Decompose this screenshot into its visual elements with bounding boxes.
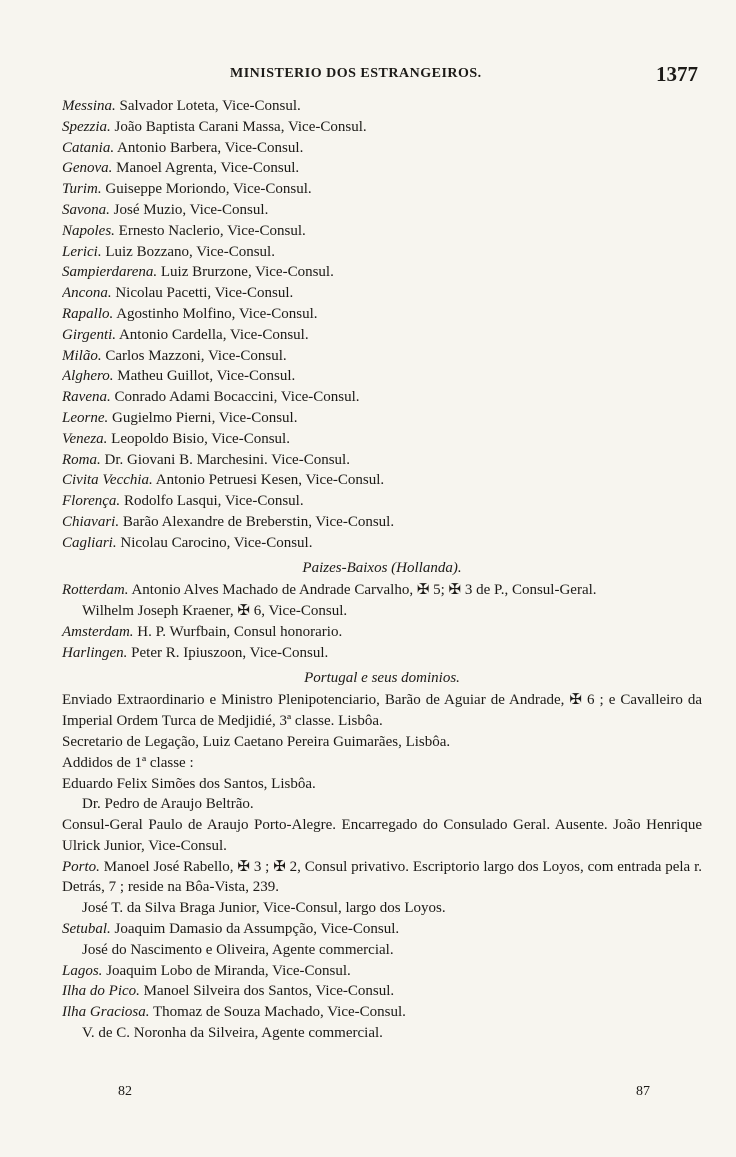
list-item — [62, 283, 702, 304]
place-name: Porto. — [62, 858, 100, 875]
running-title: MINISTERIO DOS ESTRANGEIROS. — [230, 66, 482, 81]
paragraph-consul-geral: Consul-Geral Paulo de Araujo Porto-Alegre. Encarregado do Consulado Geral. Ausente. João Henrique Ulrick Junior, Vice-Consul. — [62, 817, 702, 854]
place-name: Setubal. — [62, 921, 111, 938]
place-name: Catania. — [62, 139, 115, 156]
place-name: Rotterdam. — [62, 582, 129, 599]
place-name: Napoles. — [62, 222, 115, 239]
entry-text: Rodolfo Lasqui, Vice-Consul. — [123, 493, 304, 510]
place-name: Sampierdarena. — [62, 264, 158, 281]
entry-text: José Muzio, Vice-Consul. — [113, 201, 269, 218]
list-item-lagos — [62, 961, 702, 982]
place-name: Turim. — [62, 181, 102, 198]
entry-text: Manoel José Rabello, ✠ 3 ; ✠ 2, Consul privativo. Escriptorio largo dos Loyos, com entrada pela r. Detrás, 7 ; reside na Bôa-Vista, 239. — [62, 858, 702, 896]
place-name: Leorne. — [62, 409, 109, 426]
place-name: Florença. — [62, 493, 121, 510]
list-item — [62, 179, 702, 200]
entry-text: Nicolau Pacetti, Vice-Consul. — [115, 285, 294, 302]
list-item-harlingen — [62, 643, 702, 664]
list-item — [62, 221, 702, 242]
list-item-jose-silva: José T. da Silva Braga Junior, Vice-Consul, largo dos Loyos. — [82, 900, 446, 917]
entry-text: João Baptista Carani Massa, Vice-Consul. — [114, 118, 367, 135]
entry-text: Thomaz de Souza Machado, Vice-Consul. — [152, 1004, 406, 1021]
place-name: Chiavari. — [62, 513, 120, 530]
list-item — [62, 429, 702, 450]
list-item — [62, 366, 702, 387]
entry-text: Nicolau Carocino, Vice-Consul. — [120, 534, 313, 551]
entry-text: Ernesto Naclerio, Vice-Consul. — [118, 222, 306, 239]
entry-text: Matheu Guillot, Vice-Consul. — [117, 368, 296, 385]
entry-text: Luiz Brurzone, Vice-Consul. — [160, 264, 334, 281]
list-item — [62, 117, 702, 138]
entry-text: Manoel Agrenta, Vice-Consul. — [116, 160, 300, 177]
entry-text: Conrado Adami Bocaccini, Vice-Consul. — [114, 389, 360, 406]
list-item-pico — [62, 981, 702, 1002]
entry-text: Dr. Giovani B. Marchesini. Vice-Consul. — [104, 451, 350, 468]
entry-text: Leopoldo Bisio, Vice-Consul. — [111, 430, 290, 447]
entry-text: Guiseppe Moriondo, Vice-Consul. — [105, 181, 312, 198]
list-item — [62, 304, 702, 325]
list-item — [62, 512, 702, 533]
place-name: Savona. — [62, 201, 110, 218]
list-item — [62, 242, 702, 263]
entry-text: Antonio Barbera, Vice-Consul. — [117, 139, 304, 156]
place-name: Ilha Graciosa. — [62, 1004, 150, 1021]
entry-text: Joaquim Lobo de Miranda, Vice-Consul. — [106, 962, 351, 979]
entry-text: Barão Alexandre de Breberstin, Vice-Consul. — [122, 513, 395, 530]
entry-text: Salvador Loteta, Vice-Consul. — [119, 98, 301, 114]
place-name: Civita Vecchia. — [62, 472, 153, 489]
page-content — [62, 96, 702, 1044]
place-name: Genova. — [62, 160, 113, 177]
place-name: Alghero. — [62, 368, 114, 385]
list-item — [62, 408, 702, 429]
list-item-kraener: Wilhelm Joseph Kraener, ✠ 6, Vice-Consul. — [82, 603, 348, 620]
list-item — [62, 138, 702, 159]
list-item — [62, 96, 702, 117]
entry-text: Peter R. Ipiuszoon, Vice-Consul. — [131, 644, 329, 661]
place-name: Spezzia. — [62, 118, 111, 135]
list-item — [62, 470, 702, 491]
section-heading-portugal: Portugal e seus dominios. — [304, 669, 460, 686]
list-item-setubal — [62, 919, 702, 940]
list-item — [62, 387, 702, 408]
list-item — [62, 491, 702, 512]
signature-mark: 82 — [118, 1084, 132, 1099]
list-item — [62, 325, 702, 346]
entry-text: Antonio Petruesi Kesen, Vice-Consul. — [155, 472, 385, 489]
place-name: Cagliari. — [62, 534, 117, 551]
entry-text: Antonio Cardella, Vice-Consul. — [118, 326, 309, 343]
list-item — [62, 450, 702, 471]
place-name: Harlingen. — [62, 644, 128, 661]
entry-text: H. P. Wurfbain, Consul honorario. — [137, 623, 343, 640]
list-item — [62, 346, 702, 367]
list-item-pedro: Dr. Pedro de Araujo Beltrão. — [82, 796, 254, 813]
place-name: Milão. — [62, 347, 102, 364]
entry-text: Agostinho Molfino, Vice-Consul. — [116, 305, 318, 322]
place-name: Girgenti. — [62, 326, 117, 343]
place-name: Amsterdam. — [62, 623, 134, 640]
list-item-jose-nascimento: José do Nascimento e Oliveira, Agente commercial. — [82, 941, 394, 958]
list-item — [62, 262, 702, 283]
place-name: Ancona. — [62, 285, 112, 302]
page-header — [62, 64, 702, 88]
paragraph-secretary: Secretario de Legação, Luiz Caetano Pereira Guimarães, Lisbôa. — [62, 733, 451, 750]
footer-page-number: 87 — [636, 1084, 650, 1099]
place-name: Rapallo. — [62, 305, 114, 322]
paragraph-envoy: Enviado Extraordinario e Ministro Plenipotenciario, Barão de Aguiar de Andrade, ✠ 6 ; e Cavalleiro da Imperial Ordem Turca de Medjidié, 3ª classe. Lisbôa. — [62, 692, 702, 730]
italy-consul-list — [62, 96, 702, 554]
place-name: Lagos. — [62, 962, 103, 979]
entry-text: Gugielmo Pierni, Vice-Consul. — [112, 409, 298, 426]
place-name: Veneza. — [62, 430, 108, 447]
place-name: Ravena. — [62, 389, 111, 406]
list-item-porto — [62, 857, 702, 899]
place-name: Ilha do Pico. — [62, 983, 140, 1000]
list-item — [62, 158, 702, 179]
page-footer — [62, 1084, 702, 1104]
entry-text: Luiz Bozzano, Vice-Consul. — [105, 243, 275, 260]
list-item-graciosa — [62, 1002, 702, 1023]
entry-text: Joaquim Damasio da Assumpção, Vice-Consul. — [114, 921, 400, 938]
list-item-rotterdam — [62, 580, 702, 601]
list-item-noronha: V. de C. Noronha da Silveira, Agente commercial. — [82, 1025, 383, 1042]
page-number: 1377 — [656, 62, 698, 86]
entry-text: Antonio Alves Machado de Andrade Carvalho, ✠ 5; ✠ 3 de P., Consul-Geral. — [131, 582, 597, 599]
place-name: Messina. — [62, 98, 116, 114]
list-item — [62, 533, 702, 554]
list-item-eduardo: Eduardo Felix Simões dos Santos, Lisbôa. — [62, 775, 316, 792]
entry-text: Manoel Silveira dos Santos, Vice-Consul. — [143, 983, 395, 1000]
entry-text: Carlos Mazzoni, Vice-Consul. — [105, 347, 287, 364]
section-heading-netherlands: Paizes-Baixos (Hollanda). — [302, 559, 462, 576]
place-name: Roma. — [62, 451, 101, 468]
place-name: Lerici. — [62, 243, 102, 260]
list-item — [62, 200, 702, 221]
list-item-amsterdam — [62, 622, 702, 643]
paragraph-addidos: Addidos de 1ª classe : — [62, 754, 194, 771]
